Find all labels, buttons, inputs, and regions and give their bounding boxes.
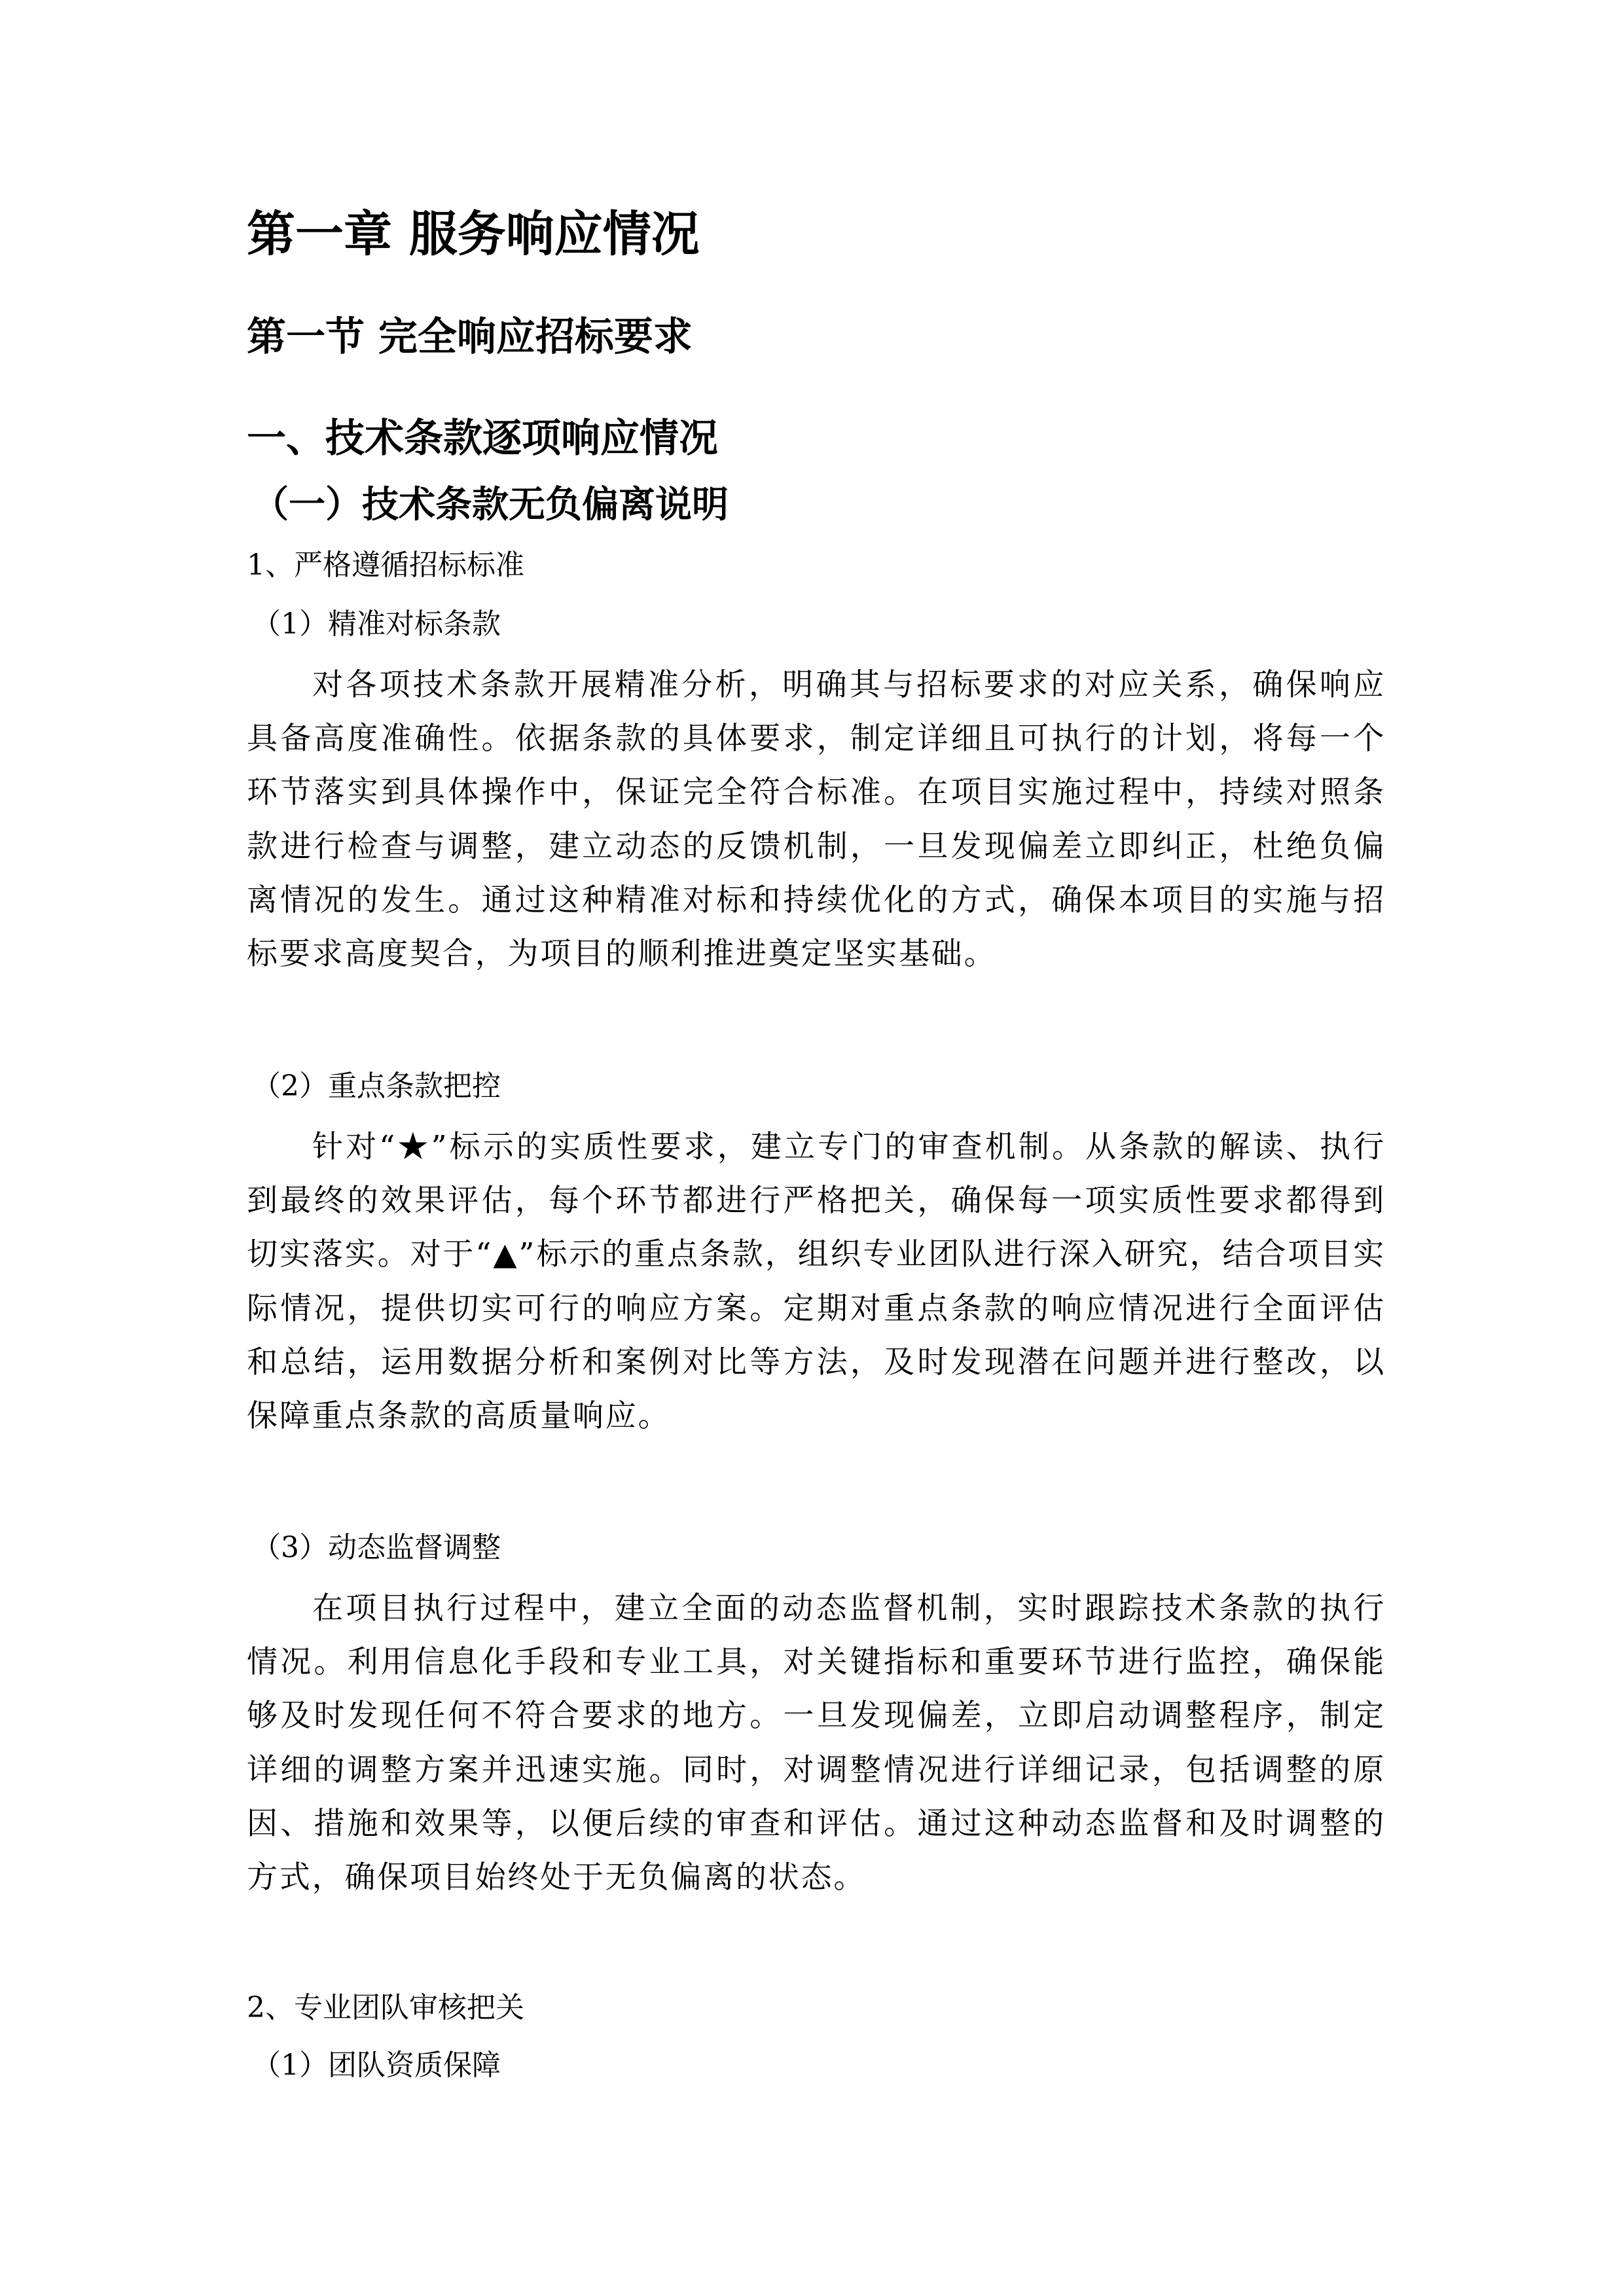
point-1-1-title: （1）精准对标条款 xyxy=(252,607,501,641)
chapter-title: 第一章 服务响应情况 xyxy=(247,206,700,262)
item-2-title: 2、专业团队审核把关 xyxy=(247,1991,524,2024)
subsection-title: 一、技术条款逐项响应情况 xyxy=(247,416,718,461)
section-title: 第一节 完全响应招标要求 xyxy=(247,314,693,360)
topic-title: （一）技术条款无负偏离说明 xyxy=(252,483,729,526)
item-1-title: 1、严格遵循招标标准 xyxy=(247,548,524,582)
point-1-3-title: （3）动态监督调整 xyxy=(252,1531,501,1564)
point-2-1-title: （1）团队资质保障 xyxy=(252,2049,501,2082)
point-1-1-body: 对各项技术条款开展精准分析，明确其与招标要求的对应关系，确保响应具备高度准确性。依据条款的具体要求，制定详细且可执行的计划，将每一个环节落实到具体操作中，保证完全符合标准。在项目实施过程中，持续对照条款进行检查与调整，建立动态的反馈机制，一旦发现偏差立即纠正，杜绝负偏离情况的发生。通过这种精准对标和持续优化的方式，确保本项目的实施与招标要求高度契合，为项目的顺利推进奠定坚实基础。 xyxy=(247,667,1386,973)
point-1-3-body: 在项目执行过程中，建立全面的动态监督机制，实时跟踪技术条款的执行情况。利用信息化手段和专业工具，对关键指标和重要环节进行监控，确保能够及时发现任何不符合要求的地方。一旦发现偏差，立即启动调整程序，制定详细的调整方案并迅速实施。同时，对调整情况进行详细记录，包括调整的原因、措施和效果等，以便后续的审查和评估。通过这种动态监督和及时调整的方式，确保项目始终处于无负偏离的状态。 xyxy=(247,1590,1386,1896)
point-1-2-body: 针对“★”标示的实质性要求，建立专门的审查机制。从条款的解读、执行到最终的效果评估，每个环节都进行严格把关，确保每一项实质性要求都得到切实落实。对于“▲”标示的重点条款，组织专业团队进行深入研究，结合项目实际情况，提供切实可行的响应方案。定期对重点条款的响应情况进行全面评估和总结，运用数据分析和案例对比等方法，及时发现潜在问题并进行整改，以保障重点条款的高质量响应。 xyxy=(247,1129,1386,1435)
point-1-2-title: （2）重点条款把控 xyxy=(252,1069,501,1103)
